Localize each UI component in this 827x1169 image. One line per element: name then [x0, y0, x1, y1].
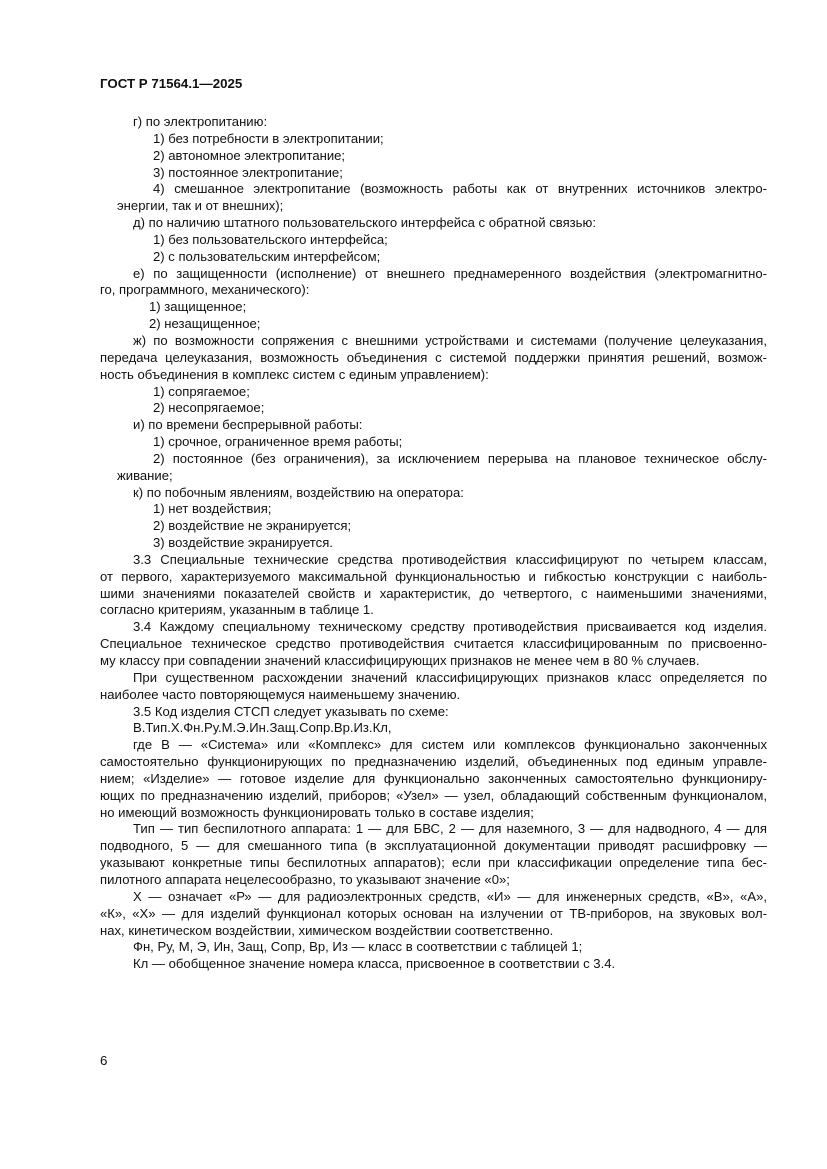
text-line: нах, кинетическом воздействии, химическом воздействии соответственно.	[100, 922, 554, 938]
text-line: Кл — обобщенное значение номера класса, присвоенное в соответствии с 3.4.	[133, 956, 616, 972]
text-line: «К», «Х» — для изделий функционал которых основан на излучении от ТВ-приборов, на звуковых вол-	[100, 905, 767, 921]
text-line: ющих по предназначению изделий, приборов; «Узел» — узел, обладающий собственным функционалом,	[100, 787, 767, 803]
text-line: и) по времени беспрерывной работы:	[133, 417, 363, 433]
text-line: 1) срочное, ограниченное время работы;	[153, 434, 403, 450]
text-line: подводного, 5 — для смешанного типа (в эксплуатационной документации приводят расшифровку —	[100, 838, 767, 854]
text-line: е) по защищенности (исполнение) от внешнего преднамеренного воздействия (электромагнитно-	[133, 265, 767, 281]
text-line: 1) без пользовательского интерфейса;	[153, 231, 388, 247]
text-line: 1) нет воздействия;	[153, 501, 272, 517]
text-line: нием; «Изделие» — готовое изделие для функционально законченных самостоятельно функциониру-	[100, 770, 767, 786]
text-line: но имеющий возможность функционировать только в составе изделия;	[100, 804, 534, 820]
text-line: В.Тип.Х.Фн.Ру.М.Э.Ин.Защ.Сопр.Вр.Из.Кл,	[133, 720, 392, 736]
text-line: 2) с пользовательским интерфейсом;	[153, 248, 381, 264]
text-line: согласно критериям, указанным в таблице 1.	[100, 602, 374, 618]
text-line: от первого, характеризуемого максимальной функциональностью и гибкостью конструкции с наиболь-	[100, 568, 767, 584]
text-line: самостоятельно функционирующих по предназначению изделий, объединенных под единым управле-	[100, 754, 767, 770]
text-line: 1) сопрягаемое;	[153, 383, 250, 399]
text-line: Фн, Ру, М, Э, Ин, Защ, Сопр, Вр, Из — класс в соответствии с таблицей 1;	[133, 939, 583, 955]
text-line: г) по электропитанию:	[133, 114, 268, 129]
text-line: к) по побочным явлениям, воздействию на оператора:	[133, 484, 464, 500]
text-line: где В — «Система» или «Комплекс» для систем или комплексов функционально законченных	[133, 737, 767, 753]
text-line: 2) незащищенное;	[149, 316, 261, 332]
page-number: 6	[100, 1053, 108, 1068]
text-line: 2) автономное электропитание;	[153, 147, 346, 163]
text-line: 3) постоянное электропитание;	[153, 164, 343, 180]
text-line: 2) несопрягаемое;	[153, 400, 265, 416]
text-line: При существенном расхождении значений классифицирующих признаков класс определяется по	[133, 669, 767, 685]
text-line: го, программного, механического):	[100, 282, 310, 298]
text-line: указывают конкретные типы беспилотных аппаратов); если при классификации определение типа бес-	[100, 855, 767, 871]
text-line: ж) по возможности сопряжения с внешними устройствами и системами (получение целеуказания,	[133, 332, 767, 348]
text-line: 3.5 Код изделия СТСП следует указывать по схеме:	[133, 703, 449, 719]
text-line: Специальное техническое средство противодействия считается классифицированным по присвоенно-	[100, 636, 767, 652]
text-line: передача целеуказания, возможность объединения с системой поддержки принятия решений, возмож-	[100, 349, 767, 365]
text-line: 1) защищенное;	[149, 299, 247, 315]
text-line: 2) постоянное (без ограничения), за исключением перерыва на плановое техническое обслу-	[153, 450, 767, 466]
text-line: д) по наличию штатного пользовательского интерфейса с обратной связью:	[133, 215, 596, 231]
text-line: му классу при совпадении значений классифицирующих признаков не менее чем в 80 % случаев.	[100, 653, 700, 668]
document-body	[100, 114, 767, 973]
document-header: ГОСТ Р 71564.1—2025	[100, 76, 243, 91]
text-line: 2) воздействие не экранируется;	[153, 518, 352, 534]
text-line: 3) воздействие экранируется.	[153, 535, 333, 551]
text-line: пилотного аппарата нецелесообразно, то указывают значение «0»;	[100, 871, 510, 887]
text-line: 3.4 Каждому специальному техническому средству противодействия присваивается код изделия.	[133, 619, 767, 635]
text-line: 4) смешанное электропитание (возможность работы как от внутренних источников электро-	[153, 181, 767, 197]
text-line: живание;	[117, 467, 173, 483]
text-line: ность объединения в комплекс систем с единым управлением):	[100, 366, 489, 382]
text-line: шими значениями показателей свойств и характеристик, до четвертого, с наименьшими значениями,	[100, 585, 767, 601]
text-line: энергии, так и от внешних);	[117, 198, 284, 214]
text-line: 3.3 Специальные технические средства противодействия классифицируют по четырем классам,	[133, 551, 767, 567]
text-line: 1) без потребности в электропитании;	[153, 130, 384, 146]
text-line: Тип — тип беспилотного аппарата: 1 — для БВС, 2 — для наземного, 3 — для надводного, 4 — для	[133, 821, 767, 837]
text-line: Х — означает «Р» — для радиоэлектронных средств, «И» — для инженерных средств, «В», «А»,	[133, 888, 767, 904]
text-line: наиболее часто повторяющемуся наименьшему значению.	[100, 686, 461, 702]
